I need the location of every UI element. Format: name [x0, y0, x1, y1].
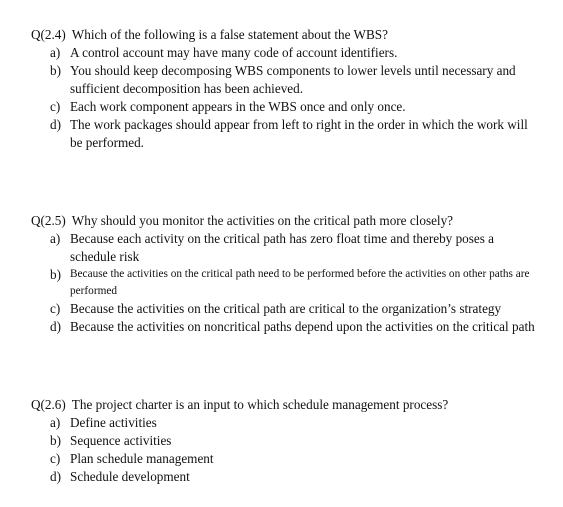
option-a: [31, 44, 541, 62]
option-letter: b): [50, 267, 61, 282]
option-a: [31, 414, 541, 432]
option-text: Sequence activities: [70, 433, 172, 448]
question-number: Q(2.6): [31, 397, 66, 412]
option-letter: a): [50, 415, 61, 430]
question-text: Which of the following is a false statement about the WBS?: [71, 27, 388, 42]
option-text: You should keep decomposing WBS components to lower levels until necessary and sufficient decomposition has been achieved.: [70, 63, 516, 96]
question-stem: [31, 26, 541, 44]
option-letter: a): [50, 45, 61, 60]
question-2-4: [31, 26, 541, 152]
option-text: Because each activity on the critical path has zero float time and thereby poses a schedule risk: [70, 231, 495, 264]
option-text: Define activities: [70, 415, 157, 430]
option-letter: d): [50, 469, 61, 484]
option-b: [31, 62, 541, 98]
option-text: Because the activities on the critical path need to be performed before the activities on other paths are performed: [70, 268, 530, 297]
option-d: [31, 318, 541, 336]
question-number: Q(2.4): [31, 27, 66, 42]
option-text: Plan schedule management: [70, 451, 214, 466]
option-text: A control account may have many code of account identifiers.: [70, 45, 398, 60]
option-letter: c): [50, 301, 61, 316]
option-letter: b): [50, 63, 61, 78]
option-letter: c): [50, 99, 61, 114]
option-letter: b): [50, 433, 61, 448]
option-a: [31, 230, 541, 266]
option-letter: a): [50, 231, 61, 246]
option-c: [31, 450, 541, 468]
question-number: Q(2.5): [31, 213, 66, 228]
question-text: Why should you monitor the activities on the critical path more closely?: [71, 213, 454, 228]
question-stem: [31, 396, 541, 414]
option-c: [31, 300, 541, 318]
option-letter: d): [50, 319, 61, 334]
option-text: Each work component appears in the WBS once and only once.: [70, 99, 406, 114]
option-text: Because the activities on noncritical paths depend upon the activities on the critical path: [70, 319, 535, 334]
option-b: [31, 432, 541, 450]
option-letter: c): [50, 451, 61, 466]
option-d: [31, 468, 541, 486]
question-2-5: [31, 212, 541, 336]
option-b: [31, 266, 541, 300]
option-letter: d): [50, 117, 61, 132]
question-text: The project charter is an input to which schedule management process?: [71, 397, 449, 412]
option-text: Because the activities on the critical path are critical to the organization’s strategy: [70, 301, 502, 316]
option-text: The work packages should appear from left to right in the order in which the work will be performed.: [70, 117, 528, 150]
option-c: [31, 98, 541, 116]
option-text: Schedule development: [70, 469, 190, 484]
option-d: [31, 116, 541, 152]
question-2-6: [31, 396, 541, 486]
question-stem: [31, 212, 541, 230]
